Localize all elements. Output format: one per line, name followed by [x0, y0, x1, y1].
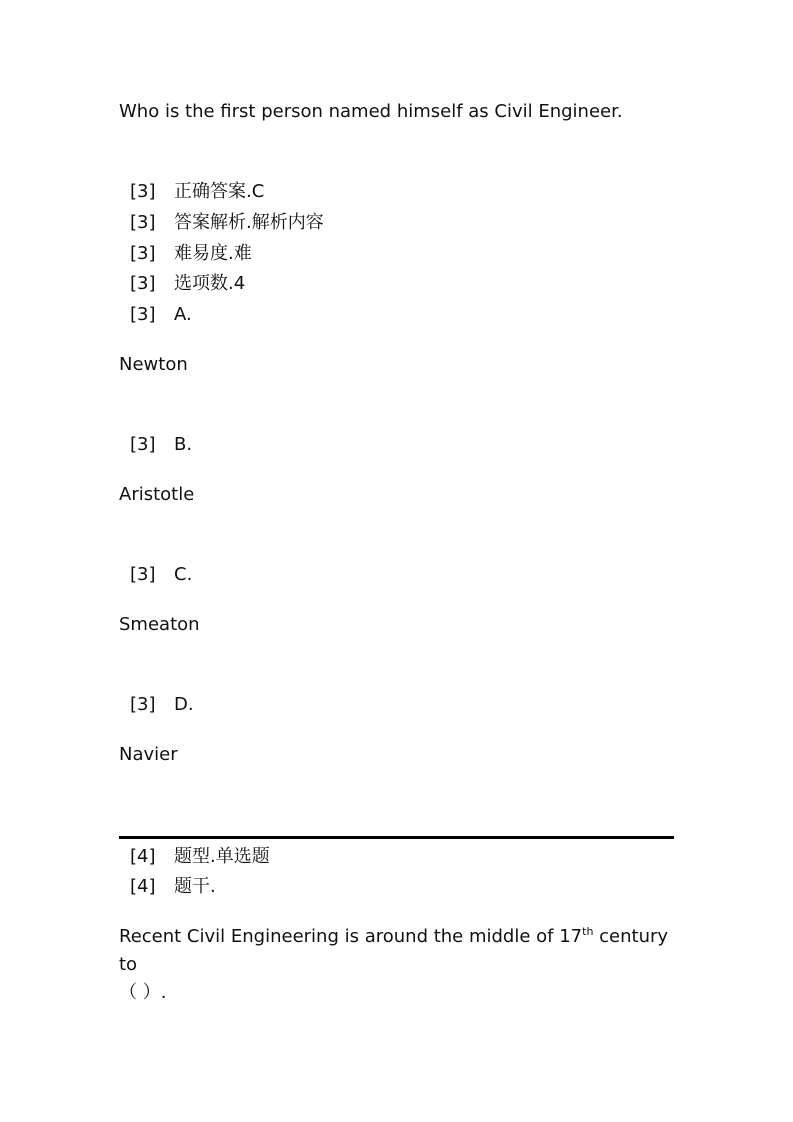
q3-option-a-text: Newton: [119, 354, 188, 375]
meta-number: [3]: [130, 181, 156, 202]
meta-text: 选项数.4: [174, 273, 246, 294]
meta-text: 题干.: [174, 876, 216, 897]
meta-number: [3]: [130, 243, 156, 264]
meta-text: 题型.单选题: [174, 846, 270, 867]
stem-text: Recent Civil Engineering is around the middle of 17: [119, 926, 583, 947]
meta-text: 难易度.难: [174, 243, 252, 264]
meta-text: 答案解析.解析内容: [174, 212, 324, 233]
q3-option-b-label: [130, 431, 192, 459]
q3-meta-option-count: [130, 270, 245, 298]
q3-option-c-text: Smeaton: [119, 614, 200, 635]
q4-meta-stem: [130, 873, 216, 901]
question-4-stem: [119, 923, 679, 1007]
q3-option-d-label: [130, 691, 194, 719]
meta-number: [3]: [130, 434, 156, 455]
q3-option-d-text: Navier: [119, 744, 178, 765]
stem-text-end: century to: [119, 926, 669, 975]
meta-number: [3]: [130, 304, 156, 325]
stem-blank: （ ）.: [119, 982, 167, 1003]
question-separator: [119, 836, 674, 839]
q3-meta-analysis: [130, 209, 324, 237]
stem-superscript: th: [582, 925, 594, 938]
meta-number: [4]: [130, 846, 156, 867]
q3-option-b-text: Aristotle: [119, 484, 195, 505]
q4-meta-type: [130, 843, 270, 871]
meta-text: 正确答案.C: [174, 181, 265, 202]
option-letter: B.: [174, 434, 193, 455]
meta-number: [3]: [130, 273, 156, 294]
q3-meta-difficulty: [130, 240, 252, 268]
option-letter: C.: [174, 564, 193, 585]
meta-number: [3]: [130, 694, 156, 715]
meta-number: [3]: [130, 564, 156, 585]
question-3-stem: Who is the first person named himself as Civil Engineer.: [119, 101, 623, 122]
meta-number: [4]: [130, 876, 156, 897]
meta-number: [3]: [130, 212, 156, 233]
option-letter: A.: [174, 304, 192, 325]
q3-option-c-label: [130, 561, 192, 589]
q3-option-a-label: [130, 301, 192, 329]
q3-meta-answer: [130, 178, 264, 206]
option-letter: D.: [174, 694, 194, 715]
